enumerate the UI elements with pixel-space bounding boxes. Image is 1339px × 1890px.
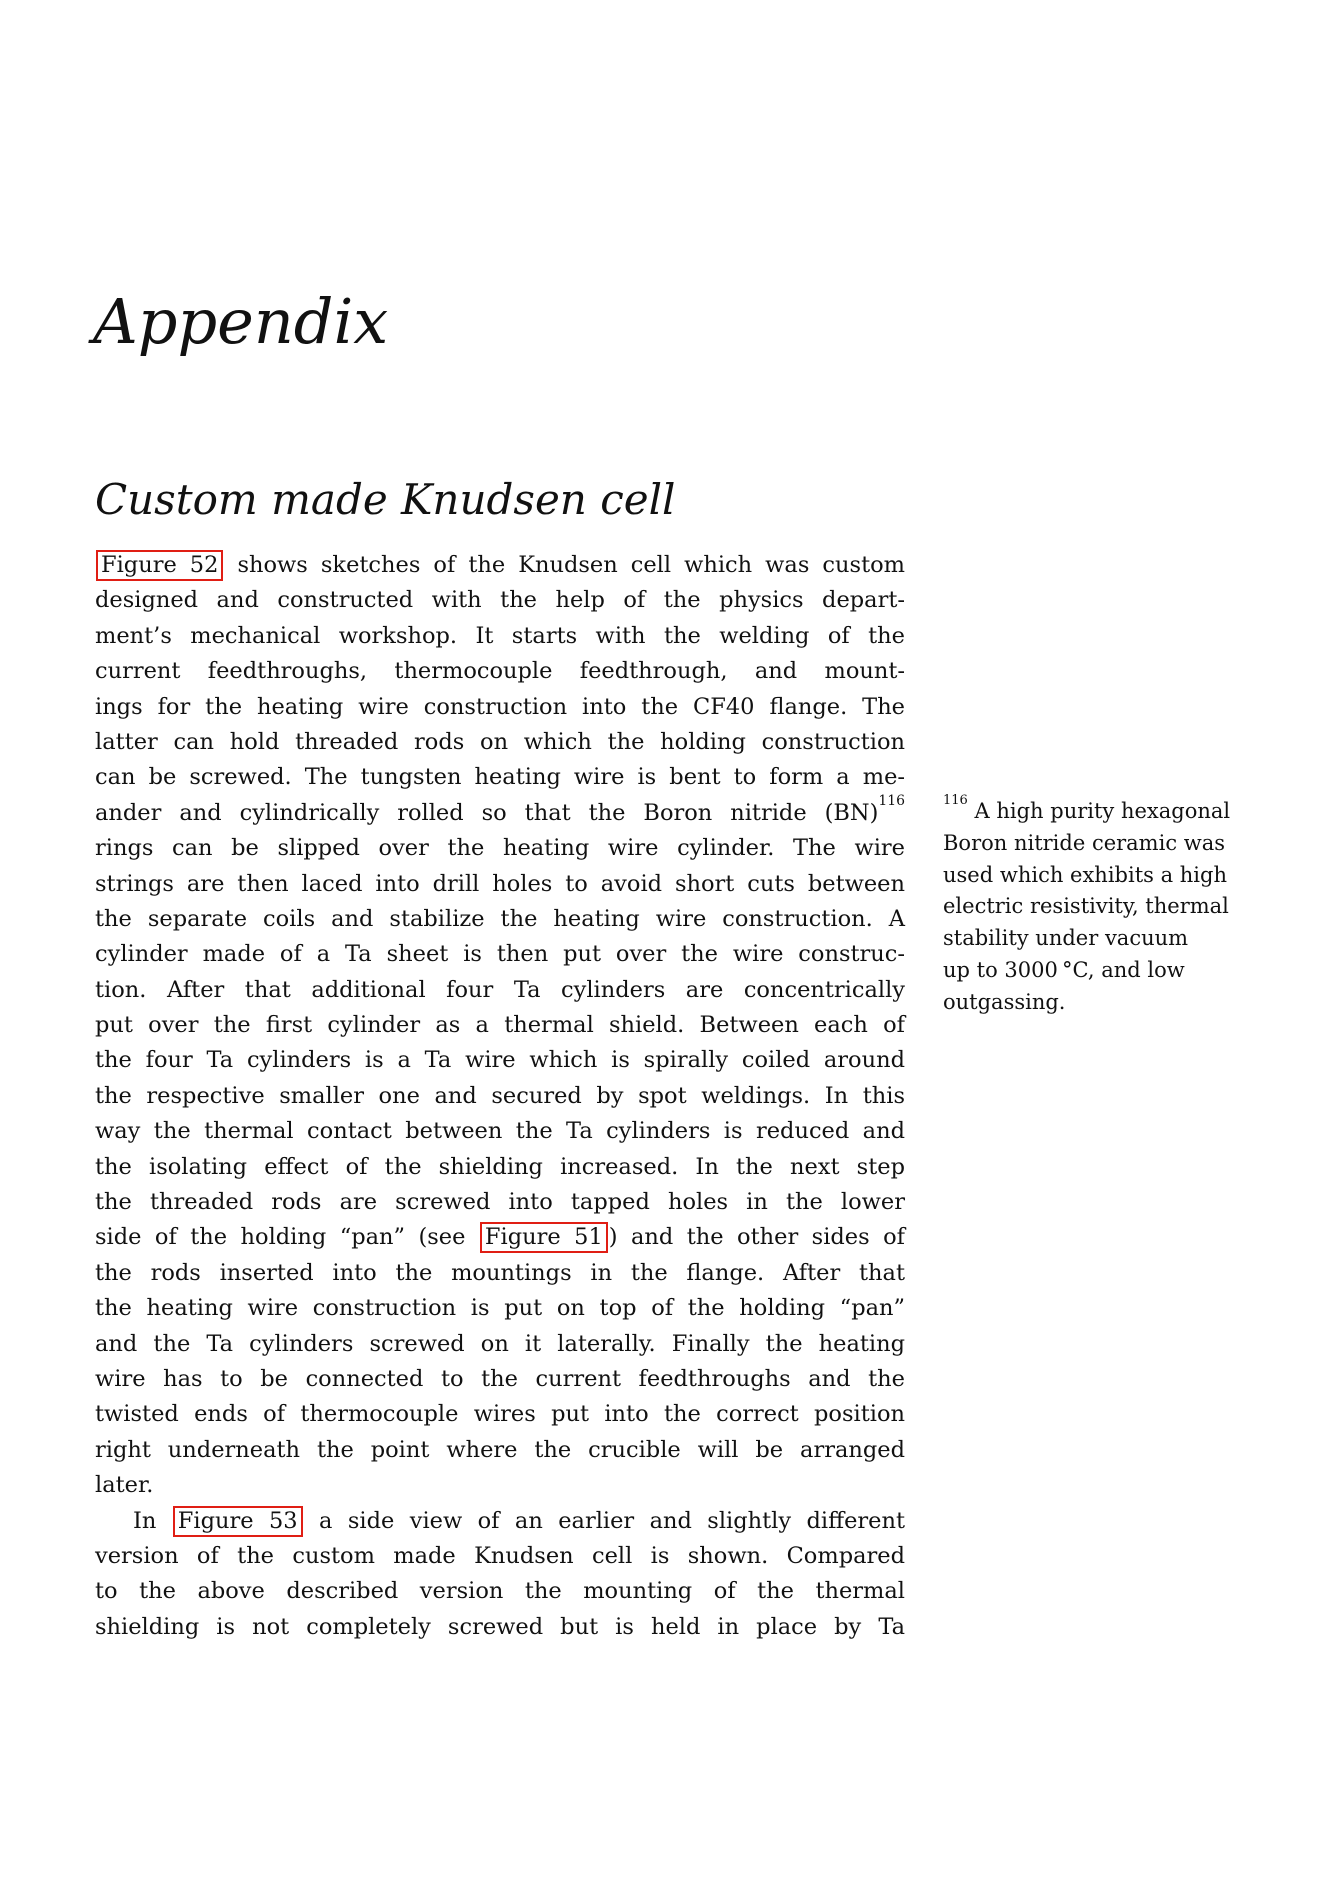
text-run: current feedthroughs, thermocouple feedthrough, and mount- [95, 658, 905, 685]
text-run: the heating wire construction is put on top of the holding “pan” [95, 1295, 905, 1322]
text-run: the four Ta cylinders is a Ta wire which is spirally coiled around [95, 1047, 905, 1074]
body-line [95, 1150, 905, 1185]
sidenote-text: outgassing. [943, 989, 1066, 1014]
text-run: a side view of an earlier and slightly different [303, 1507, 905, 1534]
body-line [95, 1114, 905, 1149]
sidenote [943, 792, 1235, 1019]
text-run: put over the first cylinder as a thermal shield. Between each of [95, 1012, 905, 1039]
text-run: shows sketches of the Knudsen cell which was custom [224, 552, 905, 578]
body-line [95, 1185, 905, 1220]
sidenote-text: A high purity hexagonal [974, 799, 1231, 823]
figure-52-link[interactable]: Figure 52 [96, 550, 223, 581]
text-run: to the above described version the mounting of the thermal [95, 1578, 905, 1605]
body-line [95, 1008, 905, 1043]
body-line [95, 1397, 905, 1432]
body-line [95, 1539, 905, 1574]
body-line [95, 831, 905, 866]
figure-51-link[interactable]: Figure 51 [480, 1222, 608, 1253]
sidenote-text: Boron nitride ceramic was [943, 830, 1226, 855]
sidenote-text: used which exhibits a high [943, 862, 1227, 887]
text-run: version of the custom made Knudsen cell is shown. Compared [95, 1542, 905, 1569]
body-line [95, 583, 905, 618]
text-run: can be screwed. The tungsten heating wire is bent to form a me- [95, 764, 905, 791]
body-line [95, 973, 905, 1008]
text-run: right underneath the point where the crucible will be arranged [95, 1436, 905, 1463]
body-line [95, 1433, 905, 1468]
text-run: the isolating effect of the shielding increased. In the next step [95, 1153, 905, 1180]
body-line [95, 1504, 905, 1539]
body-line [95, 690, 905, 725]
sidenote-line [943, 955, 1235, 987]
sidenote-text: up to 3000 °C, and low [943, 957, 1185, 982]
body-line [95, 1220, 905, 1255]
body-line [95, 1610, 905, 1645]
text-run: designed and constructed with the help of the physics depart- [95, 587, 905, 614]
text-run: the rods inserted into the mountings in the flange. After that [95, 1259, 905, 1286]
text-run: the separate coils and stabilize the heating wire construction. A [95, 905, 905, 932]
body-line [95, 725, 905, 760]
chapter-title: Appendix [93, 285, 389, 358]
body-line [95, 1291, 905, 1326]
body-text [95, 548, 905, 1645]
body-line [95, 937, 905, 972]
sidenote-line [943, 987, 1235, 1019]
text-run: way the thermal contact between the Ta cylinders is reduced and [95, 1118, 905, 1145]
sidenote-ref-marker: 116 [878, 792, 905, 809]
text-run: and the Ta cylinders screwed on it laterally. Finally the heating [95, 1330, 905, 1357]
body-line [95, 1043, 905, 1078]
body-line [95, 654, 905, 689]
body-line [95, 1574, 905, 1609]
text-run: ander and cylindrically rolled so that the Boron nitride (BN) [95, 799, 879, 826]
body-line [95, 1256, 905, 1291]
text-run: side of the holding “pan” (see [95, 1224, 479, 1251]
text-run: the threaded rods are screwed into tapped holes in the lower [95, 1189, 905, 1216]
text-run: shielding is not completely screwed but is held in place by Ta [95, 1613, 905, 1640]
body-line [95, 548, 905, 583]
text-run: twisted ends of thermocouple wires put into the correct position [95, 1401, 905, 1428]
text-run: later. [95, 1472, 154, 1499]
text-run: rings can be slipped over the heating wire cylinder. The wire [95, 835, 905, 862]
text-run: cylinder made of a Ta sheet is then put over the wire construc- [95, 941, 905, 968]
body-line [95, 867, 905, 902]
sidenote-line [943, 923, 1235, 955]
sidenote-line [943, 828, 1235, 860]
section-title: Custom made Knudsen cell [95, 475, 676, 524]
text-run: ings for the heating wire construction into the CF40 flange. The [95, 693, 905, 720]
sidenote-line [943, 860, 1235, 892]
body-line [95, 1362, 905, 1397]
text-run: the respective smaller one and secured by spot weldings. In this [95, 1082, 905, 1109]
body-line [95, 619, 905, 654]
text-run: latter can hold threaded rods on which the holding construction [95, 728, 905, 755]
text-run: strings are then laced into drill holes to avoid short cuts between [95, 870, 905, 897]
text-run: ) and the other sides of [608, 1224, 905, 1251]
body-line [95, 1079, 905, 1114]
text-run: In [133, 1507, 172, 1534]
sidenote-text: stability under vacuum [943, 926, 1189, 951]
text-run: wire has to be connected to the current feedthroughs and the [95, 1365, 905, 1392]
body-line [95, 1327, 905, 1362]
sidenote-line [943, 891, 1235, 923]
body-line [95, 1468, 905, 1503]
body-line [95, 792, 905, 831]
text-run: ment’s mechanical workshop. It starts with the welding of the [95, 622, 905, 649]
sidenote-number: 116 [943, 792, 968, 808]
sidenote-text: electric resistivity, thermal [943, 894, 1229, 919]
sidenote-line [943, 792, 1235, 828]
body-line [95, 760, 905, 795]
body-line [95, 902, 905, 937]
figure-53-link[interactable]: Figure 53 [173, 1506, 303, 1537]
text-run: tion. After that additional four Ta cylinders are concentrically [95, 976, 905, 1003]
